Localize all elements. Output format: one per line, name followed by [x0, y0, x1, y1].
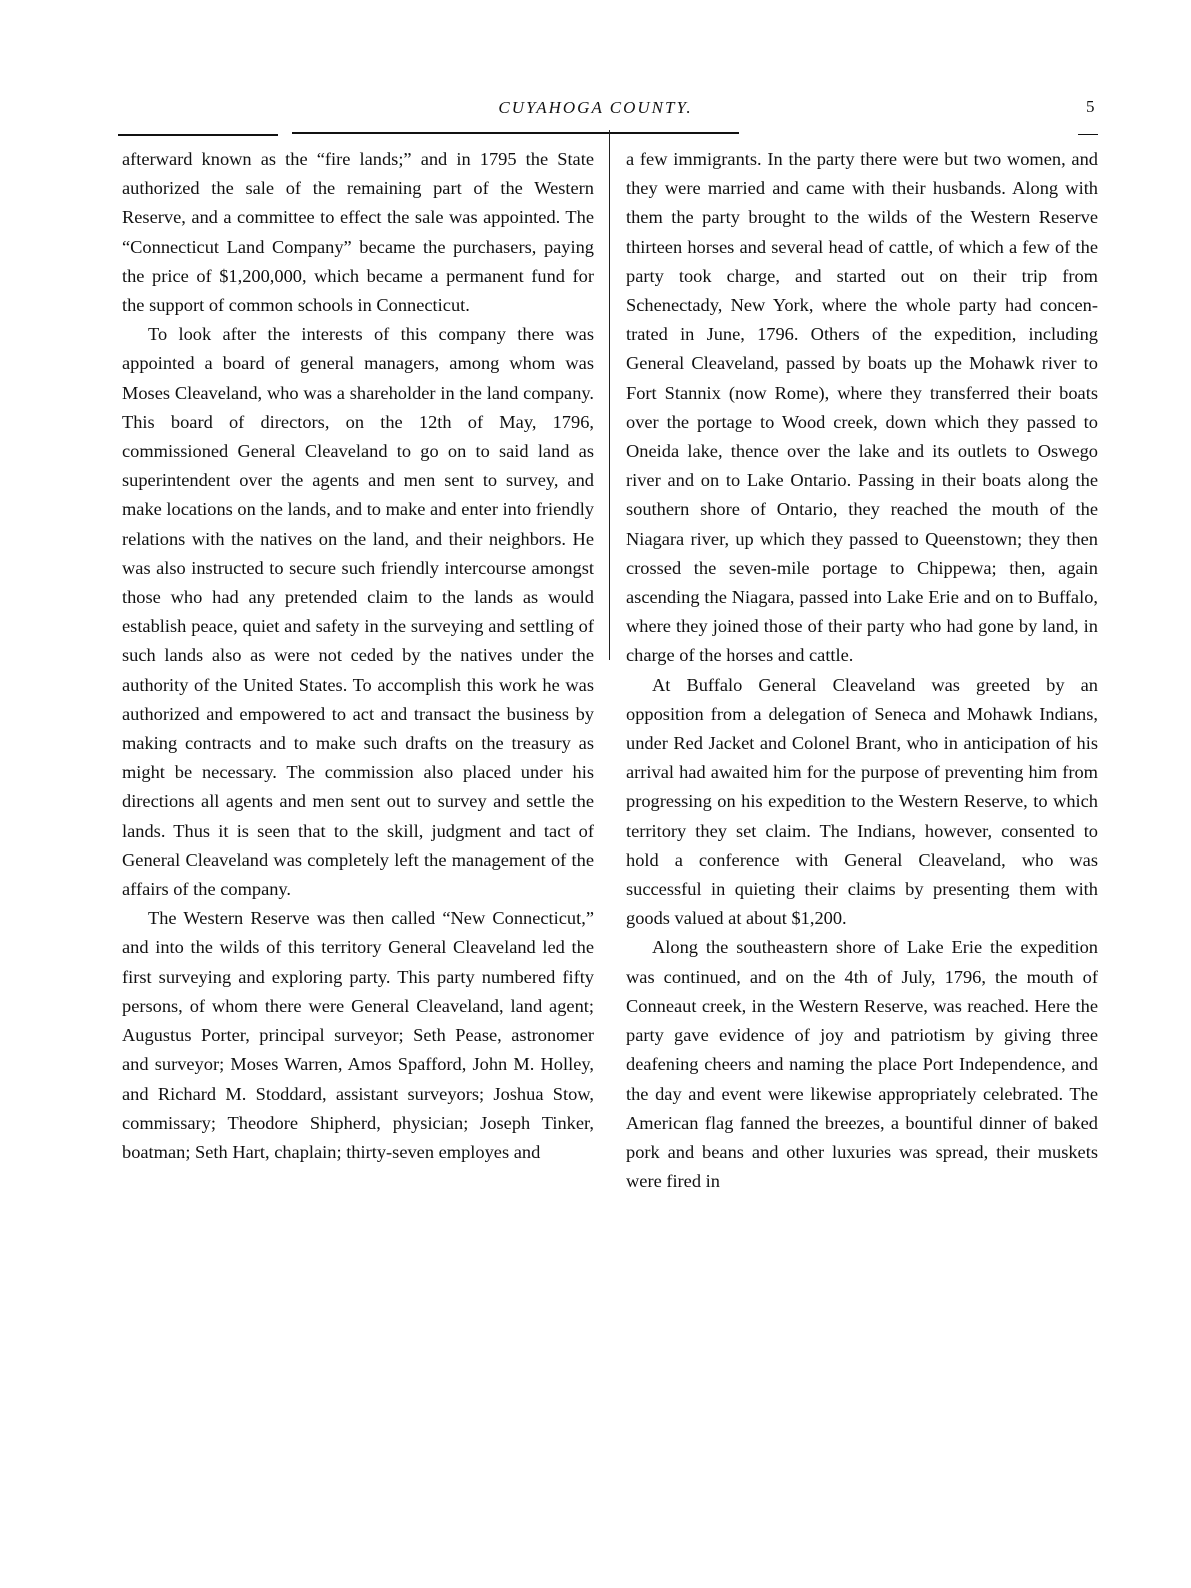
column-divider — [609, 130, 610, 660]
header-rule-right — [1078, 134, 1098, 135]
paragraph: afterward known as the “fire lands;” and in 1795 the State authorized the sale of the remaining part of the Western Reserve, and a committee to effect the sale was appointed. The “Connecticut Land Company” became the purchasers, paying the price of $1,200,000, which became a permanent fund for the support of common schools in Connecticut. — [122, 149, 594, 316]
paragraph: a few immigrants. In the party there were but two women, and they were married and came with their husbands. Along with them the party brought to the wilds of the Western Reserve thirteen horses and several head of cattle, of which a few of the party took charge, and started out on their trip from Schenectady, New York, where the whole party had concentrated in June, 1796. Others of the expedition, including General Cleaveland, passed by boats up the Mohawk river to Fort Stannix (now Rome), where they transferred their boats over the portage to Wood creek, down which they passed to Oneida lake, thence over the lake and its outlets to Oswego river and on to Lake Ontario. Passing in their boats along the southern shore of Ontario, they reached the mouth of the Niagara river, up which they passed to Queenstown; they then crossed the seven-mile portage to Chippewa; then, again ascending the Niagara, passed into Lake Erie and on to Buffalo, where they joined those of their party who had gone by land, in charge of the horses and cattle. — [626, 149, 1098, 666]
left-column — [122, 145, 594, 1167]
running-head: CUYAHOGA COUNTY. — [498, 98, 693, 117]
paragraph: At Buffalo General Cleaveland was greeted by an opposition from a delegation of Seneca and Mohawk Indians, under Red Jacket and Colonel Brant, who in anticipation of his arrival had awaited him for the purpose of preventing him from progressing on his expedition to the Western Reserve, to which territory they set claim. The Indians, however, consented to hold a conference with General Cleaveland, who was successful in quieting their claims by presenting them with goods valued at about $1,200. — [626, 674, 1098, 929]
paragraph: Along the southeastern shore of Lake Erie the expedition was continued, and on the 4th of July, 1796, the mouth of Conneaut creek, in the Western Reserve, was reached. Here the party gave evidence of joy and patriotism by giving three deafening cheers and naming the place Port Independence, and the day and event were likewise appropriately celebrated. The American flag fanned the breezes, a bountiful dinner of baked pork and beans and other luxuries was spread, their muskets were fired in — [626, 937, 1098, 1192]
header-rule-center — [292, 132, 739, 134]
header-rule-left — [118, 134, 278, 136]
paragraph: The Western Reserve was then called “New Connecticut,” and into the wilds of this territory General Cleaveland led the first surveying and exploring party. This party numbered fifty persons, of whom there were General Cleaveland, land agent; Augustus Porter, principal surveyor; Seth Pease, astronomer and surveyor; Moses Warren, Amos Spafford, John M. Holley, and Richard M. Stoddard, assistant surveyors; Joshua Stow, commissary; Theodore Shipherd, physician; Joseph Tinker, boatman; Seth Hart, chaplain; thirty-seven employes and — [122, 908, 594, 1162]
page-number: 5 — [1086, 97, 1095, 116]
paragraph: To look after the interests of this company there was appointed a board of general managers, among whom was Moses Cleaveland, who was a shareholder in the land company. This board of directors, on the 12th of May, 1796, commissioned General Cleaveland to go on to said land as superintendent over the agents and men sent to survey, and make locations on the lands, and to make and enter into friendly relations with the natives on the land, and their neighbors. He was also instructed to secure such friendly intercourse amongst those who had any pretended claim to the lands as would establish peace, quiet and safety in the surveying and settling of such lands also as were not ceded by the natives under the authority of the United States. To accomplish this work he was authorized and empowered to act and transact the business by making contracts and to make such drafts on the treasury as might be necessary. The commission also placed under his directions all agents and men sent out to survey and settle the lands. Thus it is seen that to the skill, judgment and tact of General Cleaveland was completely left the management of the affairs of the company. — [122, 324, 594, 900]
right-column — [626, 145, 1098, 1196]
